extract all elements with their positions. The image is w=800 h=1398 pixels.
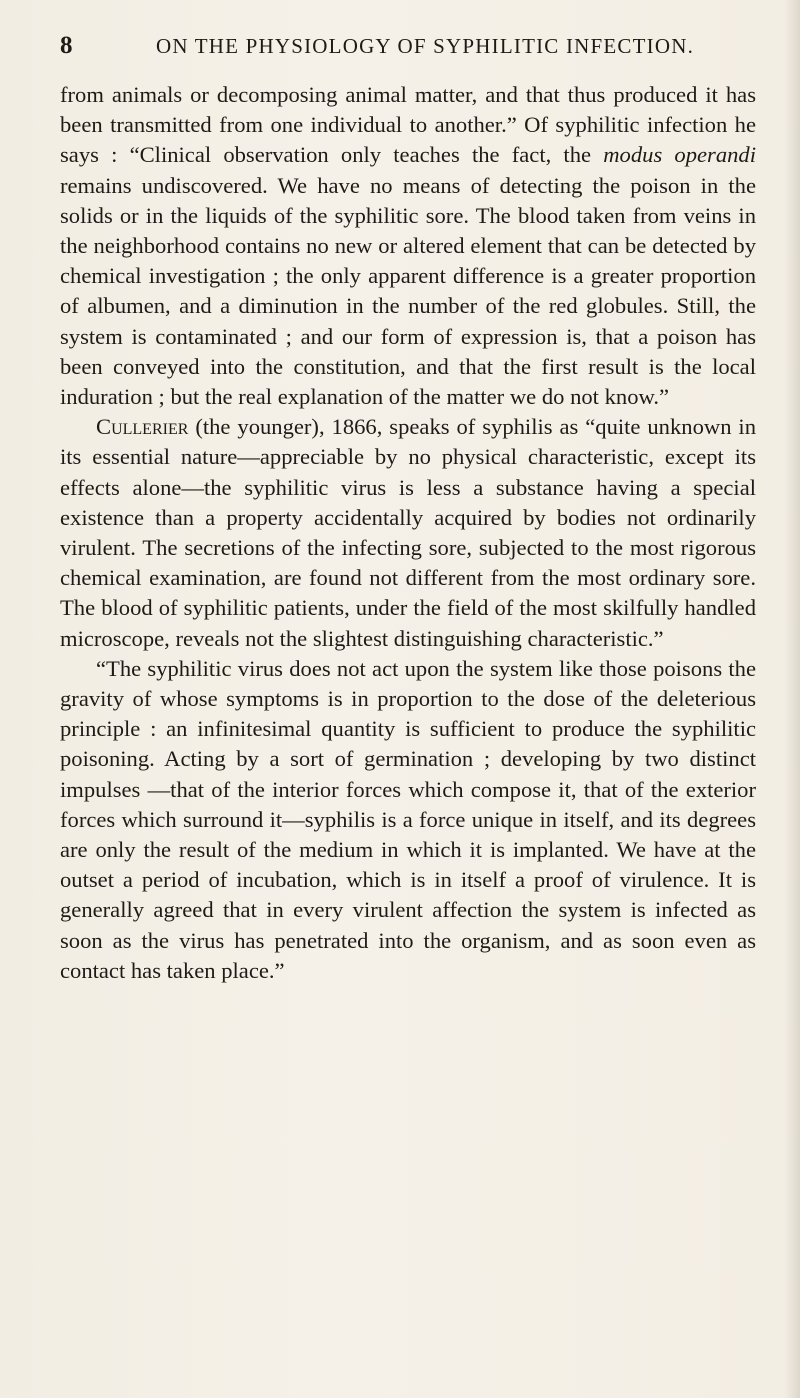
paragraph-3-text: “The syphilitic virus does not act upon the system like those poisons the gravity of whose symptoms is in proportion to the dose of the deleterious principle : an infinitesimal quantity is sufficient to produce the syphilitic poisoning. Acting by a sort of germination ; developing by two distinct impulses —that of the interior forces which compose it, that of the exterior forces which surround it—syphilis is a force unique in itself, and its degrees are only the result of the medium in which it is implanted. We have at the outset a period of incubation, which is in itself a proof of virulence. It is generally agreed that in every virulent affection the system is infected as soon as the virus has penetrated into the organism, and as soon even as contact has taken place.”: [60, 655, 756, 983]
paragraph-3: [60, 654, 756, 986]
body-text: [60, 80, 756, 986]
page-number: 8: [60, 32, 73, 59]
paragraph-1-text-a: from animals or decomposing animal matter, and that thus produced it has been transmitted from one individual to another.” Of syphilitic infection he says : “Clinical observation only teaches the fact, the: [60, 82, 756, 168]
running-head: ON THE PHYSIOLOGY OF SYPHILITIC INFECTION.: [155, 34, 695, 58]
paragraph-2-text: (the younger), 1866, speaks of syphilis as “quite unknown in its essential nature—appreciable by no physical characteristic, except its effects alone—the syphilitic virus is less a substance having a special existence than a property accidentally acquired by bodies not ordinarily virulent. The secretions of the infecting sore, subjected to the most rigorous chemical examination, are found not different from the most ordinary sore. The blood of syphilitic patients, under the field of the most skilfully handled microscope, reveals not the slightest distinguishing characteristic.”: [60, 414, 756, 651]
page-edge-shadow: [784, 0, 800, 1398]
paragraph-1-italic-phrase: modus operandi: [603, 142, 757, 168]
author-name: Cullerier: [96, 414, 189, 440]
page-header: [60, 28, 760, 64]
paragraph-1: [60, 80, 756, 412]
paragraph-1-text-b: remains undiscovered. We have no means of detecting the poison in the solids or in the liquids of the syphilitic sore. The blood taken from veins in the neighborhood contains no new or altered element that can be detected by chemical investigation ; the only apparent difference is a greater proportion of albumen, and a diminution in the number of the red globules. Still, the system is contaminated ; and our form of expression is, that a poison has been conveyed into the constitution, and that the first result is the local induration ; but the real explanation of the matter we do not know.”: [60, 172, 756, 410]
paragraph-2: [60, 412, 756, 654]
